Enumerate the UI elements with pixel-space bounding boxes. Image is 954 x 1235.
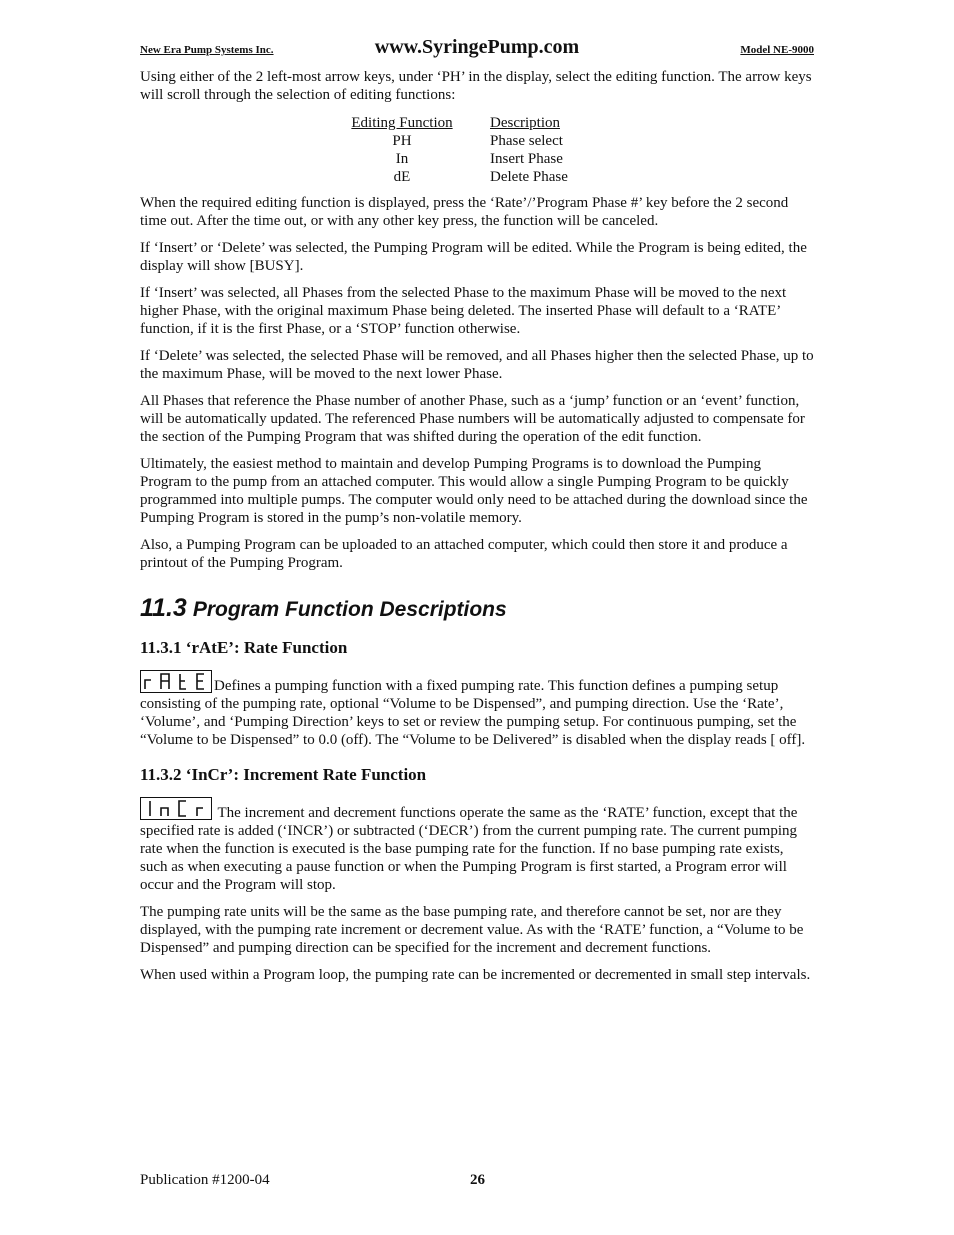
table-cell: Phase select <box>490 133 563 149</box>
lcd-incr-display-icon <box>140 797 212 820</box>
table-row <box>338 168 568 186</box>
table-header-row <box>338 114 568 132</box>
lcd-rate-display-icon <box>140 670 212 693</box>
table-cell: Delete Phase <box>490 169 568 185</box>
paragraph: If ‘Delete’ was selected, the selected Phase will be removed, and all Phases higher then the selected Phase, up to the maximum Phase, will be moved to the next lower Phase. <box>140 348 814 382</box>
increment-function-paragraph <box>140 797 814 894</box>
section-number: 11.3 <box>140 594 187 622</box>
paragraph: Also, a Pumping Program can be uploaded to an attached computer, which could then store it and produce a printout of the Pumping Program. <box>140 537 788 571</box>
paragraph: All Phases that reference the Phase number of another Phase, such as a ‘jump’ function or an ‘event’ function, will be automatically updated. The referenced Phase numbers will be automatically adjusted to compensate for the section of the Pumping Program that was shifted during the operation of the edit function. <box>140 393 805 445</box>
table-cell: Insert Phase <box>490 151 563 167</box>
page-number: 26 <box>470 1172 485 1188</box>
publication-number: Publication #1200-04 <box>140 1172 270 1188</box>
section-title: Program Function Descriptions <box>192 598 507 621</box>
section-heading <box>140 594 814 624</box>
subsection-heading-increment: 11.3.2 ‘InCr’: Increment Rate Function <box>140 765 427 784</box>
column-header-description: Description <box>490 115 560 131</box>
paragraph: When the required editing function is displayed, press the ‘Rate’/’Program Phase #’ key before the 2 second time out. After the time out, or with any other key press, the function will be canceled. <box>140 195 789 229</box>
page-header <box>140 36 814 62</box>
column-header-editing-function: Editing Function <box>351 115 453 131</box>
editing-function-table <box>338 114 568 186</box>
table-cell: In <box>395 151 409 167</box>
table-row <box>338 150 568 168</box>
model-number: Model NE-9000 <box>740 44 814 56</box>
table-cell: PH <box>392 133 412 149</box>
rate-function-paragraph <box>140 670 814 749</box>
intro-paragraph: Using either of the 2 left-most arrow keys, under ‘PH’ in the display, select the editing function. The arrow keys will scroll through the selection of editing functions: <box>140 69 812 103</box>
rate-function-text: Defines a pumping function with a fixed pumping rate. This function defines a pumping setup consisting of the pumping rate, optional “Volume to be Dispensed”, and pumping direction. Use the ‘Rate’, ‘Volume’, and ‘Pumping Direction’ keys to set or review the pumping setup. For continuous pumping, set the “Volume to be Dispensed” to 0.0 (off). The “Volume to be Delivered” is disabled when the display reads [ off]. <box>140 678 806 748</box>
company-name: New Era Pump Systems Inc. <box>140 44 274 56</box>
increment-function-text: The increment and decrement functions operate the same as the ‘RATE’ function, except that the specified rate is added (‘INCR’) or subtracted (‘DECR’) from the current pumping rate. The current pumping rate when the function is executed is the base pumping rate for the function. If no base pumping rate exists, such as when executing a pause function or when the Pumping Program is first started, a Program error will occur and the Program will stop. <box>140 805 798 893</box>
paragraph: Ultimately, the easiest method to maintain and develop Pumping Programs is to download the Pumping Program to the pump from an attached computer. This would allow a single Pumping Program to be quickly programmed into multiple pumps. The computer would only need to be attached during the download since the Pumping Program is stored in the pump’s non-volatile memory. <box>140 456 808 526</box>
table-row <box>338 132 568 150</box>
paragraph: The pumping rate units will be the same as the base pumping rate, and therefore cannot be set, nor are they displayed, with the pumping rate increment or decrement value. As with the ‘RATE’ function, a “Volume to be Dispensed” and pumping direction can be specified for the increment and decrement functions. <box>140 904 804 956</box>
paragraph: If ‘Insert’ or ‘Delete’ was selected, the Pumping Program will be edited. While the Program is being edited, the display will show [BUSY]. <box>140 240 807 274</box>
paragraph: When used within a Program loop, the pumping rate can be incremented or decremented in small step intervals. <box>140 967 811 983</box>
website-title: www.SyringePump.com <box>374 36 580 58</box>
subsection-heading-rate: 11.3.1 ‘rAtE’: Rate Function <box>140 638 348 657</box>
paragraph: If ‘Insert’ was selected, all Phases from the selected Phase to the maximum Phase will be moved to the next higher Phase, with the original maximum Phase being deleted. The inserted Phase will default to a ‘RATE’ function, if it is the first Phase, or a ‘STOP’ function otherwise. <box>140 285 787 337</box>
table-cell: dE <box>393 169 411 185</box>
page-body <box>140 68 814 993</box>
